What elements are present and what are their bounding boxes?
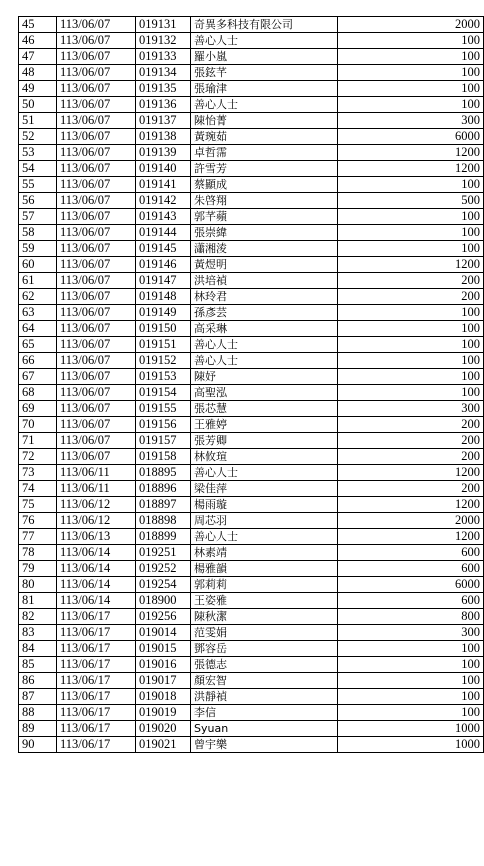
date-cell: 113/06/17 xyxy=(57,673,136,689)
row-number-cell: 53 xyxy=(19,145,57,161)
amount-cell: 1200 xyxy=(338,257,484,273)
amount-cell: 800 xyxy=(338,609,484,625)
row-number-cell: 73 xyxy=(19,465,57,481)
table-row xyxy=(19,641,484,657)
donor-name-cell: 高聖泓 xyxy=(191,385,338,401)
date-cell: 113/06/17 xyxy=(57,705,136,721)
receipt-number-cell: 019147 xyxy=(136,273,191,289)
table-row xyxy=(19,257,484,273)
table-row xyxy=(19,65,484,81)
table-row xyxy=(19,369,484,385)
table-row xyxy=(19,225,484,241)
donor-name-cell: 善心人士 xyxy=(191,353,338,369)
receipt-number-cell: 019145 xyxy=(136,241,191,257)
row-number-cell: 48 xyxy=(19,65,57,81)
row-number-cell: 46 xyxy=(19,33,57,49)
receipt-number-cell: 019156 xyxy=(136,417,191,433)
row-number-cell: 77 xyxy=(19,529,57,545)
table-row xyxy=(19,209,484,225)
donor-name-cell: 善心人士 xyxy=(191,97,338,113)
row-number-cell: 71 xyxy=(19,433,57,449)
row-number-cell: 59 xyxy=(19,241,57,257)
row-number-cell: 72 xyxy=(19,449,57,465)
table-row xyxy=(19,49,484,65)
date-cell: 113/06/07 xyxy=(57,273,136,289)
date-cell: 113/06/07 xyxy=(57,33,136,49)
row-number-cell: 80 xyxy=(19,577,57,593)
receipt-number-cell: 019148 xyxy=(136,289,191,305)
donor-name-cell: 朱啓翔 xyxy=(191,193,338,209)
row-number-cell: 79 xyxy=(19,561,57,577)
table-row xyxy=(19,737,484,753)
donor-name-cell: 郭芊蘋 xyxy=(191,209,338,225)
amount-cell: 200 xyxy=(338,433,484,449)
receipt-number-cell: 018898 xyxy=(136,513,191,529)
amount-cell: 100 xyxy=(338,33,484,49)
date-cell: 113/06/17 xyxy=(57,625,136,641)
receipt-number-cell: 019251 xyxy=(136,545,191,561)
donor-name-cell: 林玲君 xyxy=(191,289,338,305)
table-row xyxy=(19,497,484,513)
donor-name-cell: 蔡顯成 xyxy=(191,177,338,193)
receipt-number-cell: 019016 xyxy=(136,657,191,673)
receipt-number-cell: 018897 xyxy=(136,497,191,513)
table-row xyxy=(19,673,484,689)
donor-name-cell: 周芯羽 xyxy=(191,513,338,529)
receipt-number-cell: 019254 xyxy=(136,577,191,593)
receipt-number-cell: 019139 xyxy=(136,145,191,161)
date-cell: 113/06/07 xyxy=(57,49,136,65)
date-cell: 113/06/07 xyxy=(57,193,136,209)
row-number-cell: 65 xyxy=(19,337,57,353)
amount-cell: 200 xyxy=(338,273,484,289)
date-cell: 113/06/14 xyxy=(57,545,136,561)
date-cell: 113/06/07 xyxy=(57,129,136,145)
donor-name-cell: 陳妤 xyxy=(191,369,338,385)
amount-cell: 2000 xyxy=(338,513,484,529)
date-cell: 113/06/07 xyxy=(57,241,136,257)
table-row xyxy=(19,545,484,561)
amount-cell: 200 xyxy=(338,449,484,465)
donor-name-cell: 洪培禎 xyxy=(191,273,338,289)
receipt-number-cell: 019256 xyxy=(136,609,191,625)
table-row xyxy=(19,513,484,529)
date-cell: 113/06/14 xyxy=(57,593,136,609)
date-cell: 113/06/07 xyxy=(57,305,136,321)
table-row xyxy=(19,305,484,321)
amount-cell: 100 xyxy=(338,657,484,673)
row-number-cell: 82 xyxy=(19,609,57,625)
table-row xyxy=(19,657,484,673)
date-cell: 113/06/07 xyxy=(57,321,136,337)
date-cell: 113/06/07 xyxy=(57,161,136,177)
table-row xyxy=(19,337,484,353)
amount-cell: 100 xyxy=(338,385,484,401)
receipt-number-cell: 019141 xyxy=(136,177,191,193)
donor-name-cell: 梁佳萍 xyxy=(191,481,338,497)
table-row xyxy=(19,417,484,433)
donor-name-cell: Syuan xyxy=(191,721,338,737)
amount-cell: 600 xyxy=(338,545,484,561)
receipt-number-cell: 019150 xyxy=(136,321,191,337)
date-cell: 113/06/07 xyxy=(57,257,136,273)
receipt-number-cell: 019133 xyxy=(136,49,191,65)
table-row xyxy=(19,81,484,97)
table-row xyxy=(19,433,484,449)
amount-cell: 200 xyxy=(338,289,484,305)
receipt-number-cell: 019252 xyxy=(136,561,191,577)
row-number-cell: 45 xyxy=(19,17,57,33)
donor-name-cell: 善心人士 xyxy=(191,465,338,481)
receipt-number-cell: 018895 xyxy=(136,465,191,481)
amount-cell: 100 xyxy=(338,337,484,353)
row-number-cell: 69 xyxy=(19,401,57,417)
receipt-number-cell: 019018 xyxy=(136,689,191,705)
row-number-cell: 75 xyxy=(19,497,57,513)
row-number-cell: 89 xyxy=(19,721,57,737)
row-number-cell: 57 xyxy=(19,209,57,225)
receipt-number-cell: 018896 xyxy=(136,481,191,497)
donor-name-cell: 曾宇樂 xyxy=(191,737,338,753)
amount-cell: 300 xyxy=(338,625,484,641)
donor-name-cell: 李信 xyxy=(191,705,338,721)
amount-cell: 100 xyxy=(338,177,484,193)
date-cell: 113/06/07 xyxy=(57,385,136,401)
date-cell: 113/06/07 xyxy=(57,17,136,33)
amount-cell: 1000 xyxy=(338,737,484,753)
receipt-number-cell: 019134 xyxy=(136,65,191,81)
date-cell: 113/06/07 xyxy=(57,209,136,225)
amount-cell: 500 xyxy=(338,193,484,209)
receipt-number-cell: 019137 xyxy=(136,113,191,129)
date-cell: 113/06/17 xyxy=(57,641,136,657)
date-cell: 113/06/12 xyxy=(57,497,136,513)
amount-cell: 6000 xyxy=(338,129,484,145)
donor-name-cell: 善心人士 xyxy=(191,33,338,49)
receipt-number-cell: 019135 xyxy=(136,81,191,97)
receipt-number-cell: 019019 xyxy=(136,705,191,721)
amount-cell: 100 xyxy=(338,369,484,385)
receipt-number-cell: 019021 xyxy=(136,737,191,753)
donor-name-cell: 張芯慧 xyxy=(191,401,338,417)
row-number-cell: 87 xyxy=(19,689,57,705)
donor-name-cell: 鄧容岳 xyxy=(191,641,338,657)
donor-name-cell: 王姿雅 xyxy=(191,593,338,609)
amount-cell: 6000 xyxy=(338,577,484,593)
date-cell: 113/06/14 xyxy=(57,561,136,577)
donor-name-cell: 羅小嵐 xyxy=(191,49,338,65)
amount-cell: 100 xyxy=(338,305,484,321)
table-row xyxy=(19,289,484,305)
donor-name-cell: 楊雅韻 xyxy=(191,561,338,577)
amount-cell: 100 xyxy=(338,353,484,369)
receipt-number-cell: 019142 xyxy=(136,193,191,209)
amount-cell: 1200 xyxy=(338,497,484,513)
donor-name-cell: 林素靖 xyxy=(191,545,338,561)
receipt-number-cell: 019158 xyxy=(136,449,191,465)
amount-cell: 100 xyxy=(338,81,484,97)
row-number-cell: 85 xyxy=(19,657,57,673)
receipt-number-cell: 019014 xyxy=(136,625,191,641)
donor-name-cell: 張芳卿 xyxy=(191,433,338,449)
table-row xyxy=(19,129,484,145)
amount-cell: 100 xyxy=(338,241,484,257)
row-number-cell: 88 xyxy=(19,705,57,721)
date-cell: 113/06/07 xyxy=(57,449,136,465)
amount-cell: 1200 xyxy=(338,145,484,161)
receipt-number-cell: 019149 xyxy=(136,305,191,321)
amount-cell: 1200 xyxy=(338,529,484,545)
date-cell: 113/06/13 xyxy=(57,529,136,545)
receipt-number-cell: 019132 xyxy=(136,33,191,49)
amount-cell: 100 xyxy=(338,689,484,705)
table-row xyxy=(19,625,484,641)
table-row xyxy=(19,449,484,465)
row-number-cell: 76 xyxy=(19,513,57,529)
date-cell: 113/06/17 xyxy=(57,737,136,753)
date-cell: 113/06/07 xyxy=(57,81,136,97)
receipt-number-cell: 019146 xyxy=(136,257,191,273)
row-number-cell: 68 xyxy=(19,385,57,401)
donor-name-cell: 張崇緯 xyxy=(191,225,338,241)
receipt-number-cell: 019140 xyxy=(136,161,191,177)
row-number-cell: 64 xyxy=(19,321,57,337)
table-row xyxy=(19,385,484,401)
table-row xyxy=(19,561,484,577)
amount-cell: 300 xyxy=(338,113,484,129)
receipt-number-cell: 019154 xyxy=(136,385,191,401)
donor-name-cell: 奇異多科技有限公司 xyxy=(191,17,338,33)
row-number-cell: 90 xyxy=(19,737,57,753)
receipt-number-cell: 019017 xyxy=(136,673,191,689)
receipt-number-cell: 019136 xyxy=(136,97,191,113)
row-number-cell: 81 xyxy=(19,593,57,609)
table-row xyxy=(19,609,484,625)
row-number-cell: 61 xyxy=(19,273,57,289)
donor-name-cell: 善心人士 xyxy=(191,337,338,353)
row-number-cell: 50 xyxy=(19,97,57,113)
amount-cell: 1200 xyxy=(338,465,484,481)
date-cell: 113/06/11 xyxy=(57,481,136,497)
row-number-cell: 54 xyxy=(19,161,57,177)
date-cell: 113/06/07 xyxy=(57,145,136,161)
row-number-cell: 62 xyxy=(19,289,57,305)
date-cell: 113/06/07 xyxy=(57,417,136,433)
date-cell: 113/06/17 xyxy=(57,609,136,625)
table-row xyxy=(19,17,484,33)
table-row xyxy=(19,241,484,257)
amount-cell: 1000 xyxy=(338,721,484,737)
donation-table-body xyxy=(19,17,484,753)
amount-cell: 100 xyxy=(338,49,484,65)
amount-cell: 300 xyxy=(338,401,484,417)
row-number-cell: 67 xyxy=(19,369,57,385)
date-cell: 113/06/17 xyxy=(57,689,136,705)
amount-cell: 600 xyxy=(338,561,484,577)
table-row xyxy=(19,721,484,737)
donor-name-cell: 張鉉芊 xyxy=(191,65,338,81)
receipt-number-cell: 019153 xyxy=(136,369,191,385)
receipt-number-cell: 018900 xyxy=(136,593,191,609)
receipt-number-cell: 019151 xyxy=(136,337,191,353)
row-number-cell: 47 xyxy=(19,49,57,65)
donor-name-cell: 范雯娟 xyxy=(191,625,338,641)
row-number-cell: 78 xyxy=(19,545,57,561)
donor-name-cell: 高采琳 xyxy=(191,321,338,337)
donor-name-cell: 孫彥芸 xyxy=(191,305,338,321)
amount-cell: 200 xyxy=(338,481,484,497)
receipt-number-cell: 019157 xyxy=(136,433,191,449)
donor-name-cell: 黃琬茹 xyxy=(191,129,338,145)
row-number-cell: 60 xyxy=(19,257,57,273)
date-cell: 113/06/07 xyxy=(57,225,136,241)
receipt-number-cell: 019143 xyxy=(136,209,191,225)
date-cell: 113/06/11 xyxy=(57,465,136,481)
row-number-cell: 66 xyxy=(19,353,57,369)
donor-name-cell: 善心人士 xyxy=(191,529,338,545)
date-cell: 113/06/07 xyxy=(57,337,136,353)
amount-cell: 100 xyxy=(338,209,484,225)
amount-cell: 100 xyxy=(338,225,484,241)
date-cell: 113/06/14 xyxy=(57,577,136,593)
donor-name-cell: 許雪芳 xyxy=(191,161,338,177)
table-row xyxy=(19,321,484,337)
receipt-number-cell: 019155 xyxy=(136,401,191,417)
receipt-number-cell: 019131 xyxy=(136,17,191,33)
donor-name-cell: 張德志 xyxy=(191,657,338,673)
table-row xyxy=(19,577,484,593)
donor-name-cell: 張瑜津 xyxy=(191,81,338,97)
receipt-number-cell: 019144 xyxy=(136,225,191,241)
receipt-number-cell: 019152 xyxy=(136,353,191,369)
date-cell: 113/06/07 xyxy=(57,97,136,113)
donor-name-cell: 黃煜明 xyxy=(191,257,338,273)
donor-name-cell: 陳秋潔 xyxy=(191,609,338,625)
table-row xyxy=(19,481,484,497)
table-row xyxy=(19,33,484,49)
row-number-cell: 86 xyxy=(19,673,57,689)
table-row xyxy=(19,529,484,545)
date-cell: 113/06/07 xyxy=(57,289,136,305)
amount-cell: 100 xyxy=(338,321,484,337)
row-number-cell: 51 xyxy=(19,113,57,129)
table-row xyxy=(19,273,484,289)
donor-name-cell: 楊雨璇 xyxy=(191,497,338,513)
table-row xyxy=(19,113,484,129)
row-number-cell: 84 xyxy=(19,641,57,657)
receipt-number-cell: 019015 xyxy=(136,641,191,657)
donor-name-cell: 瀟湘淩 xyxy=(191,241,338,257)
row-number-cell: 74 xyxy=(19,481,57,497)
date-cell: 113/06/07 xyxy=(57,113,136,129)
donor-name-cell: 林攸瑄 xyxy=(191,449,338,465)
date-cell: 113/06/07 xyxy=(57,65,136,81)
donor-name-cell: 洪靜禎 xyxy=(191,689,338,705)
row-number-cell: 83 xyxy=(19,625,57,641)
amount-cell: 100 xyxy=(338,97,484,113)
date-cell: 113/06/07 xyxy=(57,369,136,385)
amount-cell: 100 xyxy=(338,641,484,657)
donation-table xyxy=(18,16,484,753)
row-number-cell: 49 xyxy=(19,81,57,97)
amount-cell: 100 xyxy=(338,65,484,81)
table-row xyxy=(19,401,484,417)
table-row xyxy=(19,353,484,369)
amount-cell: 100 xyxy=(338,705,484,721)
amount-cell: 600 xyxy=(338,593,484,609)
date-cell: 113/06/07 xyxy=(57,433,136,449)
donor-name-cell: 郭莉莉 xyxy=(191,577,338,593)
row-number-cell: 63 xyxy=(19,305,57,321)
amount-cell: 100 xyxy=(338,673,484,689)
table-row xyxy=(19,177,484,193)
donor-name-cell: 卓哲霈 xyxy=(191,145,338,161)
row-number-cell: 56 xyxy=(19,193,57,209)
row-number-cell: 70 xyxy=(19,417,57,433)
date-cell: 113/06/07 xyxy=(57,177,136,193)
receipt-number-cell: 019138 xyxy=(136,129,191,145)
donor-name-cell: 顏宏智 xyxy=(191,673,338,689)
donor-name-cell: 王雅婷 xyxy=(191,417,338,433)
row-number-cell: 58 xyxy=(19,225,57,241)
table-row xyxy=(19,161,484,177)
row-number-cell: 55 xyxy=(19,177,57,193)
date-cell: 113/06/07 xyxy=(57,401,136,417)
amount-cell: 2000 xyxy=(338,17,484,33)
table-row xyxy=(19,689,484,705)
date-cell: 113/06/17 xyxy=(57,721,136,737)
amount-cell: 1200 xyxy=(338,161,484,177)
donor-name-cell: 陳怡菁 xyxy=(191,113,338,129)
date-cell: 113/06/12 xyxy=(57,513,136,529)
receipt-number-cell: 019020 xyxy=(136,721,191,737)
table-row xyxy=(19,465,484,481)
date-cell: 113/06/17 xyxy=(57,657,136,673)
row-number-cell: 52 xyxy=(19,129,57,145)
date-cell: 113/06/07 xyxy=(57,353,136,369)
amount-cell: 200 xyxy=(338,417,484,433)
receipt-number-cell: 018899 xyxy=(136,529,191,545)
table-row xyxy=(19,193,484,209)
table-row xyxy=(19,97,484,113)
table-row xyxy=(19,145,484,161)
table-row xyxy=(19,705,484,721)
table-row xyxy=(19,593,484,609)
